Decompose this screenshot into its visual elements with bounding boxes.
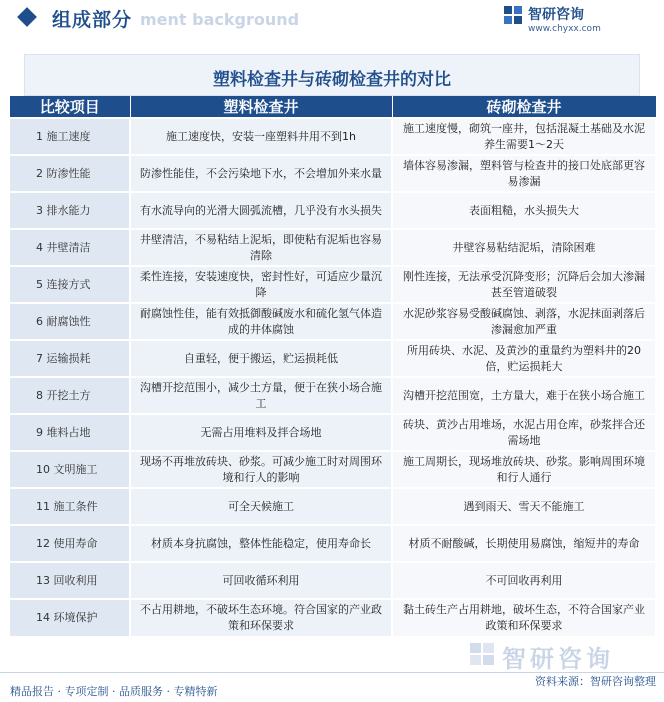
row-item-cell: 2 防渗性能 [10, 155, 130, 192]
row-brick-cell: 沟槽开挖范围宽，土方量大，难于在狭小场合施工 [392, 377, 656, 414]
watermark-logo-icon [470, 643, 496, 667]
row-item-cell: 7 运输损耗 [10, 340, 130, 377]
watermark-english: ment background [140, 10, 300, 29]
row-brick-cell: 材质不耐酸碱，长期使用易腐蚀，缩短井的寿命 [392, 525, 656, 562]
row-plastic-cell: 有水流导向的光滑大圆弧流槽，几乎没有水头损失 [130, 192, 392, 229]
row-plastic-cell: 现场不再堆放砖块、砂浆。可减少施工时对周围环境和行人的影响 [130, 451, 392, 488]
table-row [10, 599, 656, 636]
header [0, 0, 664, 40]
row-plastic-cell: 井壁清洁，不易粘结上泥垢，即使粘有泥垢也容易清除 [130, 229, 392, 266]
row-brick-cell: 水泥砂浆容易受酸碱腐蚀、剥落，水泥抹面剥落后渗漏愈加严重 [392, 303, 656, 340]
row-brick-cell: 表面粗糙，水头损失大 [392, 192, 656, 229]
footer-tags: 精品报告 · 专项定制 · 品质服务 · 专精特新 [10, 685, 218, 698]
row-brick-cell: 刚性连接，无法承受沉降变形；沉降后会加大渗漏甚至管道破裂 [392, 266, 656, 303]
table-row [10, 303, 656, 340]
row-brick-cell: 不可回收再利用 [392, 562, 656, 599]
table-row [10, 451, 656, 488]
row-brick-cell: 遇到雨天、雪天不能施工 [392, 488, 656, 525]
table-title-card [24, 54, 640, 96]
table-row [10, 377, 656, 414]
diamond-icon [17, 7, 37, 27]
row-plastic-cell: 自重轻，便于搬运，贮运损耗低 [130, 340, 392, 377]
row-plastic-cell: 不占用耕地，不破坏生态环境。符合国家的产业政策和环保要求 [130, 599, 392, 636]
row-item-cell: 10 文明施工 [10, 451, 130, 488]
watermark-text: 智研咨询 [502, 645, 614, 673]
row-brick-cell: 井壁容易粘结泥垢，清除困难 [392, 229, 656, 266]
row-item-cell: 11 施工条件 [10, 488, 130, 525]
table-title: 塑料检查井与砖砌检查井的对比 [213, 70, 451, 90]
zhiyan-logo-icon [504, 6, 524, 24]
row-item-cell: 9 堆料占地 [10, 414, 130, 451]
row-item-cell: 5 连接方式 [10, 266, 130, 303]
row-item-cell: 13 回收利用 [10, 562, 130, 599]
column-header-item: 比较项目 [10, 96, 130, 118]
table-row [10, 155, 656, 192]
row-item-cell: 12 使用寿命 [10, 525, 130, 562]
table-row [10, 192, 656, 229]
table-row [10, 340, 656, 377]
comparison-table [10, 96, 657, 636]
row-plastic-cell: 耐腐蚀性佳，能有效抵御酸碱废水和硫化氢气体造成的井体腐蚀 [130, 303, 392, 340]
row-item-cell: 3 排水能力 [10, 192, 130, 229]
row-plastic-cell: 材质本身抗腐蚀，整体性能稳定，使用寿命长 [130, 525, 392, 562]
table-row [10, 229, 656, 266]
table-row [10, 118, 656, 155]
row-plastic-cell: 可全天候施工 [130, 488, 392, 525]
column-header-plastic: 塑料检查井 [130, 96, 392, 118]
row-plastic-cell: 防渗性能佳，不会污染地下水，不会增加外来水量 [130, 155, 392, 192]
table-row [10, 414, 656, 451]
row-brick-cell: 施工周期长，现场堆放砖块、砂浆。影响周围环境和行人通行 [392, 451, 656, 488]
table-header-row [10, 96, 656, 118]
row-plastic-cell: 柔性连接，安装速度快，密封性好，可适应少量沉降 [130, 266, 392, 303]
row-item-cell: 4 井壁清洁 [10, 229, 130, 266]
row-plastic-cell: 施工速度快，安装一座塑料井用不到1h [130, 118, 392, 155]
row-brick-cell: 施工速度慢，砌筑一座井，包括混凝土基础及水泥养生需要1～2天 [392, 118, 656, 155]
row-plastic-cell: 无需占用堆料及拌合场地 [130, 414, 392, 451]
row-item-cell: 6 耐腐蚀性 [10, 303, 130, 340]
row-brick-cell: 墙体容易渗漏，塑料管与检查井的接口处底部更容易渗漏 [392, 155, 656, 192]
row-brick-cell: 砖块、黄沙占用堆场，水泥占用仓库，砂浆拌合还需场地 [392, 414, 656, 451]
section-title: 组成部分 [52, 9, 133, 31]
row-item-cell: 8 开挖土方 [10, 377, 130, 414]
row-item-cell: 1 施工速度 [10, 118, 130, 155]
row-brick-cell: 所用砖块、水泥、及黄沙的重量约为塑料井的20倍，贮运损耗大 [392, 340, 656, 377]
table-row [10, 562, 656, 599]
table-row [10, 266, 656, 303]
footer [0, 645, 664, 702]
row-plastic-cell: 可回收循环利用 [130, 562, 392, 599]
brand-logo[interactable] [504, 4, 654, 38]
row-plastic-cell: 沟槽开挖范围小，减少土方量，便于在狭小场合施工 [130, 377, 392, 414]
logo-name: 智研咨询 [528, 7, 584, 23]
table-row [10, 488, 656, 525]
source-note: 资料来源：智研咨询整理 [535, 675, 656, 688]
table-row [10, 525, 656, 562]
row-item-cell: 14 环境保护 [10, 599, 130, 636]
row-brick-cell: 黏土砖生产占用耕地，破坏生态，不符合国家产业政策和环保要求 [392, 599, 656, 636]
column-header-brick: 砖砌检查井 [392, 96, 656, 118]
logo-url: www.chyxx.com [528, 24, 601, 34]
